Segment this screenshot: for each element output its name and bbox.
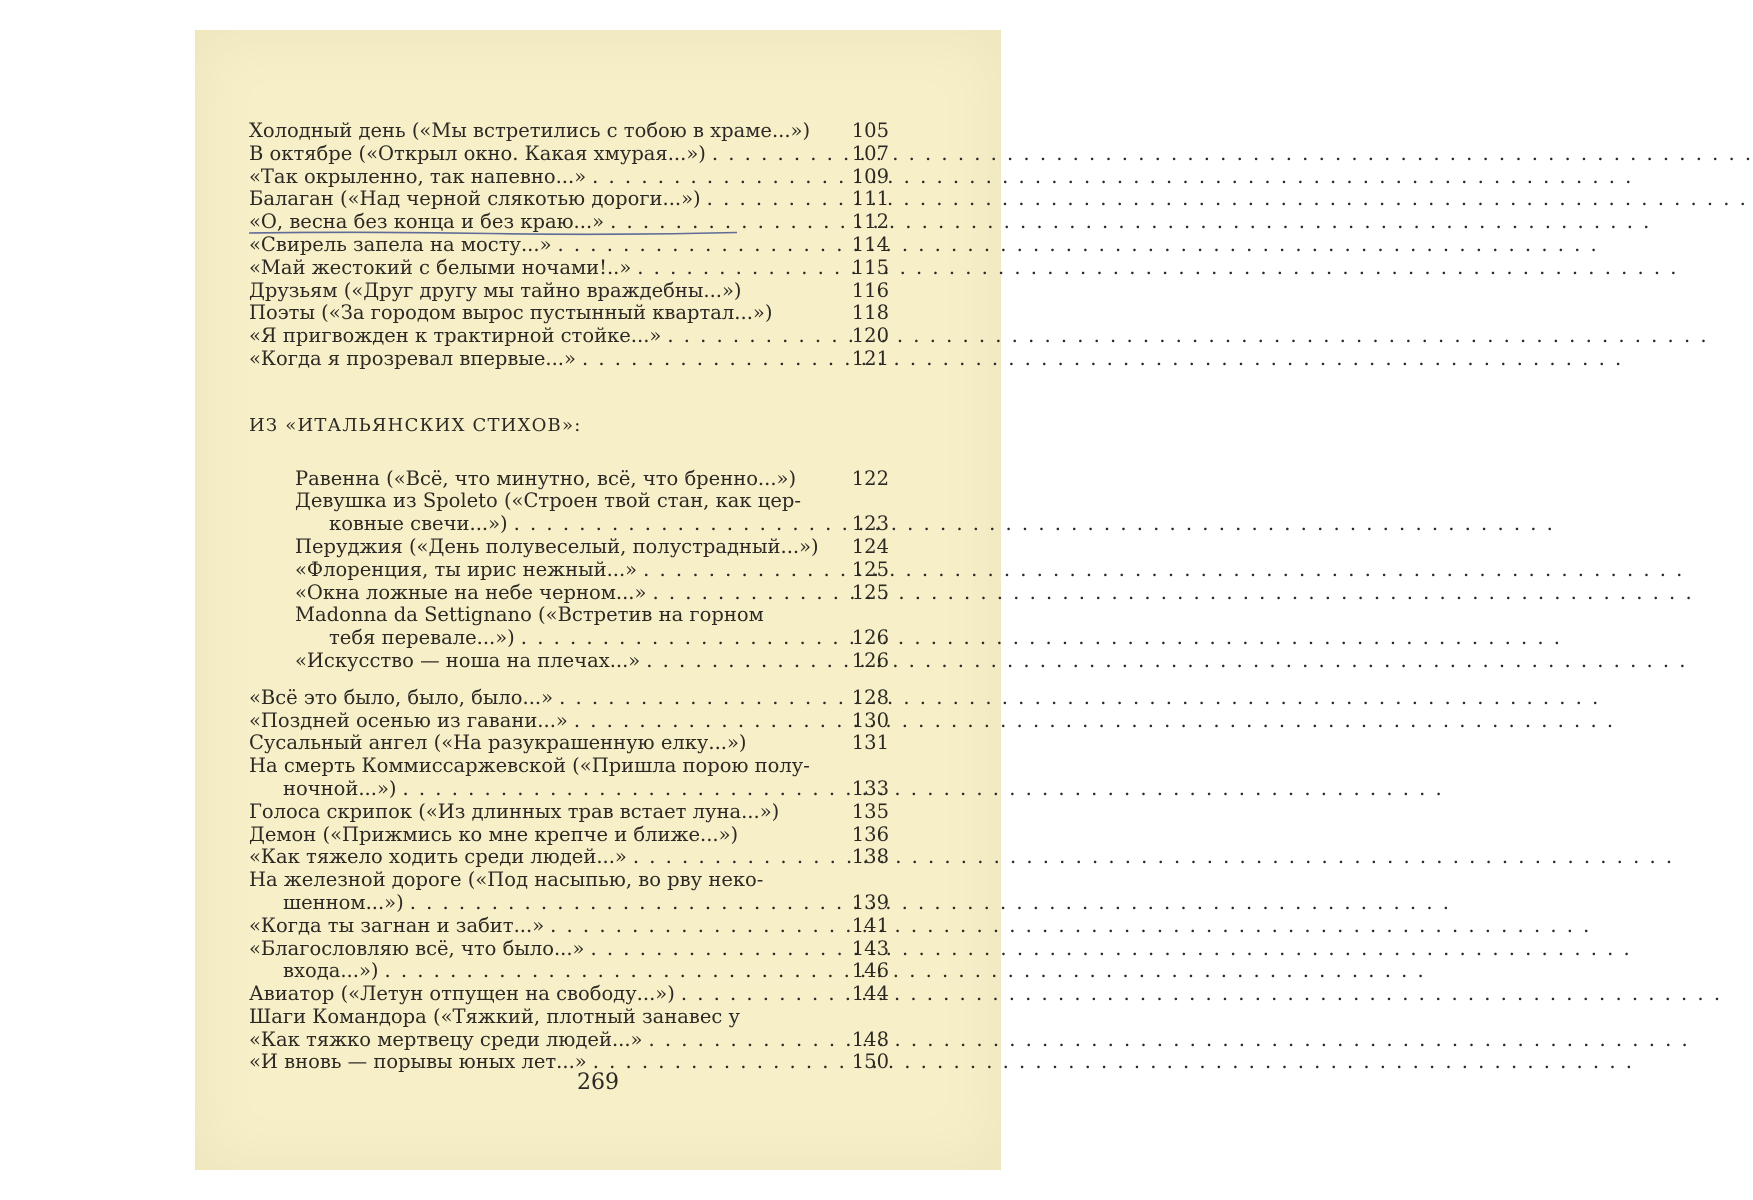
dot-leader xyxy=(410,892,839,915)
toc-entry-title: На железной дороге («Под насыпью, во рву неко- xyxy=(249,868,764,892)
dot-leader xyxy=(652,582,839,605)
dot-leader xyxy=(514,513,839,536)
toc-entry xyxy=(249,325,889,348)
toc-entry xyxy=(249,348,889,371)
toc-entry-page: 107 xyxy=(851,141,889,165)
toc-entry-title: «Я пригвожден к трактирной стойке...» xyxy=(249,324,662,348)
toc-entry-title: «Поздней осенью из гавани...» xyxy=(249,708,568,732)
toc-entry-page: 115 xyxy=(851,255,889,279)
toc-entry-title: Авиатор («Летун отпущен на свободу...») xyxy=(249,982,675,1006)
toc-entry-title: Поэты («За городом вырос пустынный квартал...») xyxy=(249,301,773,325)
toc-entry xyxy=(249,755,889,801)
toc-entry xyxy=(249,732,889,755)
toc-entry-title: Балаган («Над черной слякотью дороги...») xyxy=(249,187,701,211)
toc-entry xyxy=(249,166,889,189)
dot-leader xyxy=(558,234,840,257)
toc-entry xyxy=(295,604,889,650)
toc-entry-title: «О, весна без конца и без краю...» xyxy=(249,210,605,234)
toc-entry-page: 133 xyxy=(851,776,889,800)
toc-entry xyxy=(249,687,889,710)
dot-leader xyxy=(559,687,839,710)
toc-entry xyxy=(295,536,889,559)
toc-entry xyxy=(249,1006,889,1029)
toc-entry xyxy=(295,650,889,673)
toc-entry-page: 141 xyxy=(851,913,889,937)
toc-entry xyxy=(249,801,889,824)
toc-entry-title: «Благословляю всё, что было...» xyxy=(249,936,585,960)
toc-entry-page: 105 xyxy=(851,119,889,142)
toc-entry xyxy=(249,234,889,257)
toc-entry-title: «Когда я прозревал впервые...» xyxy=(249,346,576,370)
toc-entry-title: «Когда ты загнан и забит...» xyxy=(249,913,545,937)
toc-entry xyxy=(249,257,889,280)
toc-entry-page: 150 xyxy=(851,1050,889,1074)
dot-leader xyxy=(633,846,839,869)
toc-entry-page: 125 xyxy=(851,557,889,581)
toc-entry-page: 114 xyxy=(851,232,889,256)
toc-entry-title-continuation: ковные свечи...») xyxy=(329,512,508,536)
toc-entry-title: Перуджия («День полувеселый, полустрадный...») xyxy=(295,534,819,558)
toc-entry-title: «Флоренция, ты ирис нежный...» xyxy=(295,557,638,581)
toc-entry-title: входа...») xyxy=(283,959,379,983)
toc-entry-page: 146 xyxy=(851,959,889,983)
toc-entry-page: 143 xyxy=(851,936,889,960)
toc-entry-page: 109 xyxy=(851,164,889,188)
dot-leader xyxy=(646,650,839,673)
toc-entry xyxy=(249,302,889,325)
dot-leader xyxy=(403,778,840,801)
toc-entry-page: 121 xyxy=(851,346,889,370)
toc-entry-title: Друзьям («Друг другу мы тайно враждебны...») xyxy=(249,278,742,302)
dot-leader xyxy=(648,1029,839,1052)
dot-leader xyxy=(637,257,839,280)
toc-entry-title: Демон («Прижмись ко мне крепче и ближе...») xyxy=(249,822,739,846)
dot-leader xyxy=(521,627,839,650)
toc-entry xyxy=(249,869,889,915)
toc-entry-title: Madonna da Settignano («Встретив на горном xyxy=(295,603,764,627)
dot-leader xyxy=(667,325,839,348)
toc-entry-page: 122 xyxy=(851,466,889,490)
toc-entry-page: 125 xyxy=(851,580,889,604)
dot-leader xyxy=(681,983,839,1006)
toc-entry-title: «Так окрыленно, так напевно...» xyxy=(249,164,587,188)
toc-entry-title: Равенна («Всё, что минутно, всё, что бренно...») xyxy=(295,466,797,490)
toc-entry xyxy=(249,846,889,869)
toc-entry xyxy=(295,490,889,536)
dot-leader xyxy=(591,938,840,961)
toc-entry-page: 112 xyxy=(851,210,889,234)
toc-entry-page: 131 xyxy=(851,731,889,755)
toc-entry-title-continuation: тебя перевале...») xyxy=(329,626,515,650)
toc-entry-page: 124 xyxy=(851,534,889,558)
page-number: 269 xyxy=(577,1070,619,1095)
toc-entry xyxy=(249,710,889,733)
book-page xyxy=(195,30,1001,1170)
toc-entry-title: «Искусство — ноша на плечах...» xyxy=(295,648,641,672)
toc-entry xyxy=(249,280,889,303)
toc-entry-title: Голоса скрипок («Из длинных трав встает луна...») xyxy=(249,799,780,823)
toc-entry-page: 111 xyxy=(851,187,889,211)
toc-entry-title-continuation: ночной...») xyxy=(283,776,397,800)
dot-leader xyxy=(582,348,839,371)
toc-entry-title-continuation: шенном...») xyxy=(283,890,404,914)
toc-entry-title: Сусальный ангел («На разукрашенную елку...») xyxy=(249,731,747,755)
toc-entry xyxy=(295,468,889,491)
toc-entry xyxy=(249,960,889,983)
dot-leader xyxy=(707,188,839,211)
toc-entry-title: «Окна ложные на небе черном...» xyxy=(295,580,647,604)
toc-entry xyxy=(249,1029,889,1052)
table-of-contents xyxy=(249,120,889,1074)
toc-entry-page: 126 xyxy=(851,648,889,672)
toc-entry-page: 148 xyxy=(851,1027,889,1051)
toc-entry xyxy=(249,120,889,143)
toc-entry xyxy=(249,211,889,234)
toc-entry-title: Шаги Командора («Тяжкий, плотный занавес у xyxy=(249,1004,740,1028)
toc-entry-page: 130 xyxy=(851,708,889,732)
toc-list-top xyxy=(249,120,889,371)
toc-entry-page: 144 xyxy=(851,982,889,1006)
toc-entry-page: 120 xyxy=(851,324,889,348)
toc-entry xyxy=(295,559,889,582)
dot-leader xyxy=(592,166,839,189)
toc-entry xyxy=(295,582,889,605)
toc-entry xyxy=(249,824,889,847)
toc-entry-title: В октябре («Открыл окно. Какая хмурая...») xyxy=(249,141,706,165)
toc-entry-title: «Как тяжко мертвецу среди людей...» xyxy=(249,1027,643,1051)
toc-entry-title: «Май жестокий с белыми ночами!..» xyxy=(249,255,632,279)
toc-entry-page: 118 xyxy=(851,301,889,325)
dot-leader xyxy=(550,915,839,938)
toc-entry-title: «Свирель запела на мосту...» xyxy=(249,232,552,256)
dot-leader xyxy=(384,960,839,983)
toc-entry-title: Девушка из Spoleto («Строен твой стан, как цер- xyxy=(295,489,801,513)
toc-entry xyxy=(249,938,889,961)
toc-entry-page: 138 xyxy=(851,845,889,869)
toc-entry-page: 139 xyxy=(851,890,889,914)
toc-entry-title: «И вновь — порывы юных лет...» xyxy=(249,1050,587,1074)
toc-entry-page: 128 xyxy=(851,685,889,709)
dot-leader xyxy=(574,710,839,733)
toc-entry-page: 135 xyxy=(851,799,889,823)
toc-list-bottom xyxy=(249,687,889,1075)
section-heading: ИЗ «ИТАЛЬЯНСКИХ СТИХОВ»: xyxy=(249,414,582,436)
toc-entry xyxy=(249,983,889,1006)
toc-entry-title: «Всё это было, было, было...» xyxy=(249,685,554,709)
toc-entry xyxy=(249,143,889,166)
dot-leader xyxy=(712,143,839,166)
toc-list-italian xyxy=(249,468,889,673)
toc-entry-title: На смерть Коммиссаржевской («Пришла порою полу- xyxy=(249,754,810,778)
dot-leader xyxy=(610,211,839,234)
toc-entry-page: 116 xyxy=(851,278,889,302)
toc-entry-page: 123 xyxy=(851,512,889,536)
toc-entry-page: 136 xyxy=(851,822,889,846)
dot-leader xyxy=(643,559,839,582)
toc-entry-title: Холодный день («Мы встретились с тобою в храме...») xyxy=(249,119,811,142)
toc-entry xyxy=(249,915,889,938)
toc-entry-page: 126 xyxy=(851,626,889,650)
toc-entry-title: «Как тяжело ходить среди людей...» xyxy=(249,845,627,869)
toc-entry xyxy=(249,188,889,211)
